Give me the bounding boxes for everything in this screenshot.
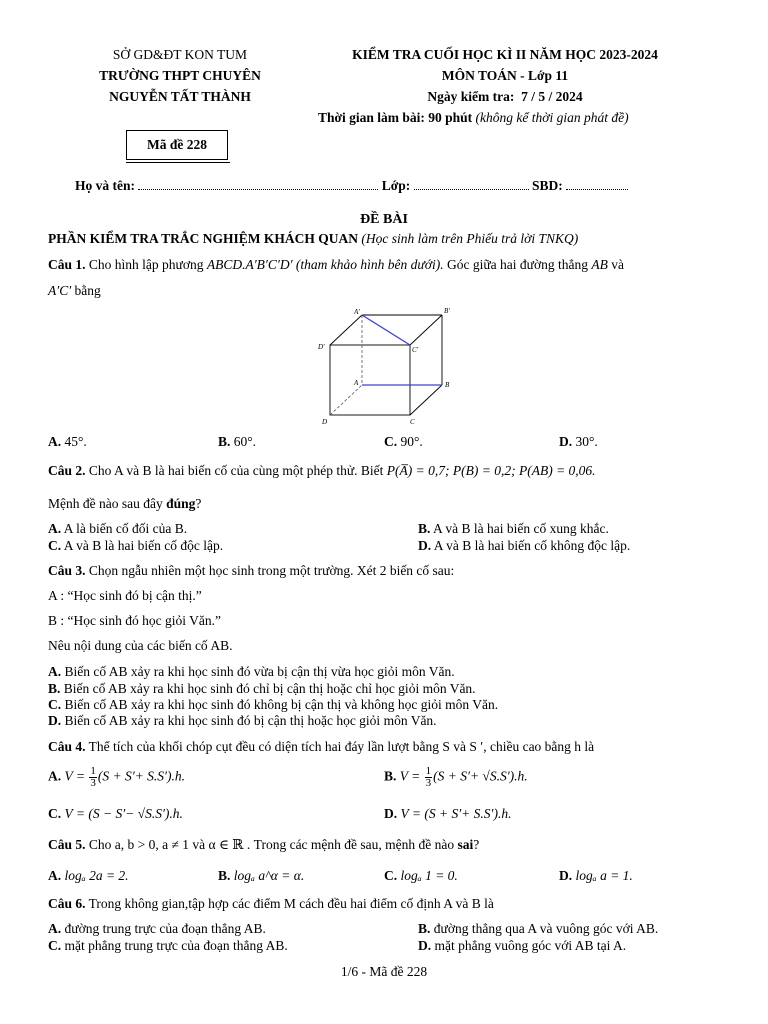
section-heading: PHẦN KIỂM TRA TRẮC NGHIỆM KHÁCH QUAN (Học sinh làm trên Phiếu trả lời TNKQ)	[48, 231, 579, 246]
q2-option-d: D. A và B là hai biến cố không độc lập.	[418, 538, 631, 553]
q3-option-a: A. Biến cố AB xảy ra khi học sinh đó vừa bị cận thị vừa học giỏi môn Văn.	[48, 664, 455, 679]
name-label: Họ và tên:	[75, 178, 135, 193]
question-6: Câu 6. Trong không gian,tập hợp các điểm M cách đều hai điểm cố định A và B là	[48, 896, 494, 911]
q5-option-c: C. logₐ 1 = 0.	[384, 868, 458, 883]
q2-option-c: C. A và B là hai biến cố độc lập.	[48, 538, 224, 553]
q6-option-c: C. mặt phẳng trung trực của đoạn thẳng AB.	[48, 938, 288, 953]
label-d-prime: D′	[318, 343, 325, 351]
q5-option-a: A. logₐ 2a = 2.	[48, 868, 129, 883]
department-name: SỞ GD&ĐT KON TUM	[112, 47, 248, 62]
q5-option-b: B. logₐ a^α = α.	[218, 868, 305, 883]
q5-option-d: D. logₐ a = 1.	[559, 868, 633, 883]
diagonal-a-prime-c-prime	[362, 315, 410, 345]
school-name-line2: NGUYỄN TẤT THÀNH	[109, 89, 251, 104]
school-name-line1: TRƯỜNG THPT CHUYÊN	[99, 68, 261, 83]
q1-option-c: C. 90°.	[384, 434, 423, 449]
q4-option-d: D. V = (S + S′+ S.S′).h.	[384, 806, 512, 821]
question-5: Câu 5. Cho a, b > 0, a ≠ 1 và α ∈ ℝ . Trong các mệnh đề sau, mệnh đề nào sai?	[48, 837, 480, 852]
page-title: ĐỀ BÀI	[360, 212, 408, 227]
q1-option-a: A. 45°.	[48, 434, 87, 449]
exam-duration: Thời gian làm bài: 90 phút (không kể thời gian phát đề)	[318, 110, 629, 125]
q3-option-d: D. Biến cố AB xảy ra khi học sinh đó bị cận thị hoặc học giỏi môn Văn.	[48, 713, 437, 728]
q3-event-a: A : “Học sinh đó bị cận thị.”	[48, 588, 202, 603]
student-info-line	[75, 178, 628, 194]
question-1-cont: A′C′ bằng	[48, 283, 101, 298]
subject-line: MÔN TOÁN - Lớp 11	[441, 68, 569, 83]
label-b-prime: B′	[444, 307, 450, 315]
q4-option-c: C. V = (S − S′− √S.S′).h.	[48, 806, 183, 821]
label-d: D	[322, 418, 328, 426]
label-c: C	[410, 418, 415, 426]
q1-option-b: B. 60°.	[218, 434, 257, 449]
exam-date: Ngày kiểm tra: 7 / 5 / 2024	[427, 89, 583, 104]
label-a: A	[354, 379, 359, 387]
q4-option-a: A. V = $\frac{1}{3}$ (S + S′+ S.S′).h.	[48, 765, 185, 789]
q3-option-b: B. Biến cố AB xảy ra khi học sinh đó chỉ bị cận thị hoặc chỉ học giỏi môn Văn.	[48, 681, 476, 696]
q6-option-d: D. mặt phẳng vuông góc với AB tại A.	[418, 938, 627, 953]
q6-option-b: B. đường thẳng qua A và vuông góc với AB.	[418, 921, 659, 936]
page-footer: 1/6 - Mã đề 228	[340, 964, 428, 979]
question-3: Câu 3. Chọn ngẫu nhiên một học sinh trong một trường. Xét 2 biến cố sau:	[48, 563, 455, 578]
label-a-prime: A′	[354, 308, 360, 316]
q3-event-b: B : “Học sinh đó học giỏi Văn.”	[48, 613, 221, 628]
q3-option-c: C. Biến cố AB xảy ra khi học sinh đó không bị cận thị và không học giỏi môn Văn.	[48, 697, 499, 712]
q6-option-a: A. đường trung trực của đoạn thẳng AB.	[48, 921, 266, 936]
label-b: B	[445, 381, 450, 389]
exam-title: KIỂM TRA CUỐI HỌC KÌ II NĂM HỌC 2023-2024	[352, 47, 658, 62]
exam-code-box: Mã đề 228	[126, 130, 228, 160]
question-1: Câu 1. Cho hình lập phương ABCD.A′B′C′D′ (tham khảo hình bên dưới). Góc giữa hai đường thẳng AB và	[48, 257, 624, 272]
q3-ask: Nêu nội dung của các biến cố AB.	[48, 638, 233, 653]
label-c-prime: C′	[412, 346, 419, 354]
q2-formula: P(A̅) = 0,7; P(B) = 0,2; P(AB) = 0,06.	[386, 463, 596, 478]
question-2-cont: Mệnh đề nào sau đây đúng?	[48, 496, 202, 511]
q2-option-b: B. A và B là hai biến cố xung khắc.	[418, 521, 609, 536]
sbd-label: SBD:	[531, 178, 563, 193]
q4-option-b: B. V = $\frac{1}{3}$ (S + S′+ √S.S′).h.	[384, 765, 528, 789]
q2-option-a: A. A là biến cố đối của B.	[48, 521, 188, 536]
cube-figure	[310, 305, 470, 429]
question-4: Câu 4. Thể tích của khối chóp cụt đều có diện tích hai đáy lần lượt bằng S và S ′, chiều cao bằng h là	[48, 739, 595, 754]
class-label: Lớp:	[381, 178, 411, 193]
question-2: Câu 2. Cho A và B là hai biến cố của cùng một phép thử. Biết P(A̅) = 0,7; P(B) = 0,2; P(AB) = 0,06.	[48, 463, 596, 478]
q1-option-d: D. 30°.	[559, 434, 598, 449]
